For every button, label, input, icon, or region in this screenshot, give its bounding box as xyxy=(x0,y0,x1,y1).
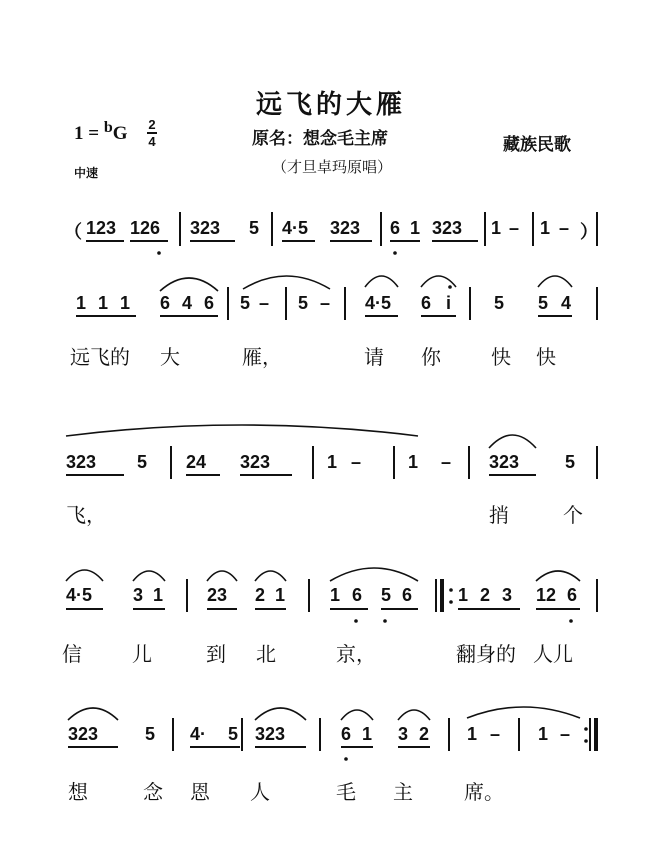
time-signature-bottom: 4 xyxy=(148,134,156,149)
note-group: 323 xyxy=(240,452,271,472)
octave-dot xyxy=(354,619,358,623)
octave-dot xyxy=(584,727,588,731)
note-group: i xyxy=(446,293,452,313)
note-group: 1 xyxy=(327,452,338,472)
lyric-text: 请 xyxy=(364,345,384,369)
note-group: 323 xyxy=(68,724,99,744)
note-group: （ xyxy=(64,222,82,242)
note-group: 323 xyxy=(489,452,520,472)
lyric-text: 快 xyxy=(536,345,556,369)
note-group: 1 xyxy=(410,218,421,238)
note-group: 6 xyxy=(567,585,578,605)
note-group: 2 xyxy=(419,724,430,744)
slur-arc xyxy=(255,571,286,581)
slur-arc xyxy=(255,708,306,720)
singer-credit: （才旦卓玛原唱） xyxy=(272,158,393,176)
note-group: 2 xyxy=(480,585,491,605)
note-group: 6 xyxy=(341,724,352,744)
lyric-text: 你 xyxy=(421,345,441,369)
note-group: 4 xyxy=(182,293,193,313)
note-group: 4·5 xyxy=(365,293,392,313)
key-letter: G xyxy=(112,123,128,144)
note-group: 1 xyxy=(491,218,502,238)
slur-arc xyxy=(398,710,430,720)
final-repeat-barline xyxy=(594,718,598,751)
slur-arc xyxy=(133,571,165,581)
note-group: 323 xyxy=(255,724,286,744)
note-group: 6 xyxy=(421,293,432,313)
lyric-text: 大 xyxy=(160,345,180,369)
note-group: 4· xyxy=(190,724,207,744)
note-group: 323 xyxy=(330,218,361,238)
note-group: – xyxy=(441,452,452,472)
note-group: 12 xyxy=(536,585,557,605)
note-group: – xyxy=(320,293,331,313)
lyric-text: 席。 xyxy=(464,780,504,804)
lyric-text: 念 xyxy=(143,780,163,804)
note-group: 23 xyxy=(207,585,228,605)
lyric-text: 毛 xyxy=(336,780,356,804)
page-title: 远飞的大雁 xyxy=(255,90,406,120)
note-group: 3 xyxy=(133,585,144,605)
note-group: 5 xyxy=(538,293,549,313)
lyric-text: 信 xyxy=(62,642,82,666)
note-group: 5 xyxy=(228,724,239,744)
lyric-text: 人 xyxy=(250,780,270,804)
note-group: – xyxy=(259,293,270,313)
note-group: 1 xyxy=(408,452,419,472)
slur-arc xyxy=(330,568,418,581)
slur-arc xyxy=(538,276,572,287)
note-group: 6 xyxy=(160,293,171,313)
note-group: 5 xyxy=(298,293,309,313)
note-group: 2 xyxy=(255,585,266,605)
lyric-text: 个 xyxy=(563,503,583,527)
note-group: 5 xyxy=(137,452,148,472)
time-signature-top: 2 xyxy=(148,117,156,132)
note-group: 1 xyxy=(98,293,109,313)
note-group: 4 xyxy=(561,293,572,313)
lyric-text: 主 xyxy=(393,780,413,804)
lyric-text: 人儿 xyxy=(533,642,573,666)
slur-arc xyxy=(536,571,580,581)
octave-dot xyxy=(344,757,348,761)
slur-arc xyxy=(365,276,398,287)
flat-sign: b xyxy=(103,119,113,136)
note-group: 4·5 xyxy=(282,218,309,238)
note-group: – xyxy=(559,218,570,238)
note-group: 1 xyxy=(362,724,373,744)
note-group: 1 xyxy=(153,585,164,605)
note-group: 24 xyxy=(186,452,207,472)
note-group: 5 xyxy=(240,293,251,313)
octave-dot xyxy=(569,619,573,623)
note-group: 5 xyxy=(565,452,576,472)
slur-arc xyxy=(341,710,373,720)
octave-dot xyxy=(393,251,397,255)
lyric-text: 到 xyxy=(206,642,226,666)
note-group: 5 xyxy=(145,724,156,744)
note-group: 1 xyxy=(120,293,131,313)
genre-label: 藏族民歌 xyxy=(503,135,571,155)
octave-dot xyxy=(449,600,453,604)
octave-dot xyxy=(584,739,588,743)
lyric-text: 京， xyxy=(336,642,376,666)
lyric-text: 想 xyxy=(68,780,88,804)
note-group: 1 xyxy=(538,724,549,744)
note-group: 123 xyxy=(86,218,117,238)
note-group: ） xyxy=(580,222,598,242)
lyric-text: 恩 xyxy=(190,780,210,804)
octave-dot xyxy=(448,285,452,289)
note-group: 6 xyxy=(204,293,215,313)
note-group: 1 xyxy=(467,724,478,744)
slur-arc xyxy=(66,570,103,581)
note-group: 4·5 xyxy=(66,585,93,605)
note-group: 1 xyxy=(76,293,87,313)
octave-dot xyxy=(383,619,387,623)
lyric-text: 快 xyxy=(491,345,511,369)
tempo-marking: 中速 xyxy=(74,166,99,180)
lyric-text: 翻身的 xyxy=(456,642,516,666)
slur-arc xyxy=(421,276,456,287)
lyric-text: 儿 xyxy=(132,642,152,666)
note-group: 3 xyxy=(502,585,513,605)
note-group: 323 xyxy=(190,218,221,238)
note-group: 6 xyxy=(402,585,413,605)
note-group: 126 xyxy=(130,218,161,238)
note-group: – xyxy=(509,218,520,238)
note-group: 5 xyxy=(494,293,505,313)
lyric-text: 北 xyxy=(256,642,276,666)
octave-dot xyxy=(449,588,453,592)
note-group: 1 xyxy=(540,218,551,238)
slur-arc xyxy=(489,435,536,448)
slur-arc xyxy=(68,708,118,720)
note-group: 323 xyxy=(432,218,463,238)
note-group: 1 xyxy=(458,585,469,605)
lyric-text: 捎 xyxy=(489,503,509,527)
note-group: 3 xyxy=(398,724,409,744)
slur-arc xyxy=(160,278,218,291)
slur-arc xyxy=(207,571,237,581)
note-group: 5 xyxy=(249,218,260,238)
lyric-text: 飞， xyxy=(66,503,106,527)
octave-dot xyxy=(157,251,161,255)
key-prefix: 1 = xyxy=(74,123,104,144)
note-group: – xyxy=(560,724,571,744)
note-group: 6 xyxy=(352,585,363,605)
note-group: 5 xyxy=(381,585,392,605)
note-group: 6 xyxy=(390,218,401,238)
note-group: – xyxy=(490,724,501,744)
repeat-barline xyxy=(440,579,444,612)
original-name: 原名：想念毛主席 xyxy=(252,129,388,149)
lyric-text: 远飞的 xyxy=(70,345,130,369)
slur-arc xyxy=(66,425,418,436)
note-group: 1 xyxy=(275,585,286,605)
note-group: 323 xyxy=(66,452,97,472)
slur-arc xyxy=(467,707,580,718)
note-group: 1 xyxy=(330,585,341,605)
lyric-text: 雁， xyxy=(242,345,282,369)
note-group: – xyxy=(351,452,362,472)
